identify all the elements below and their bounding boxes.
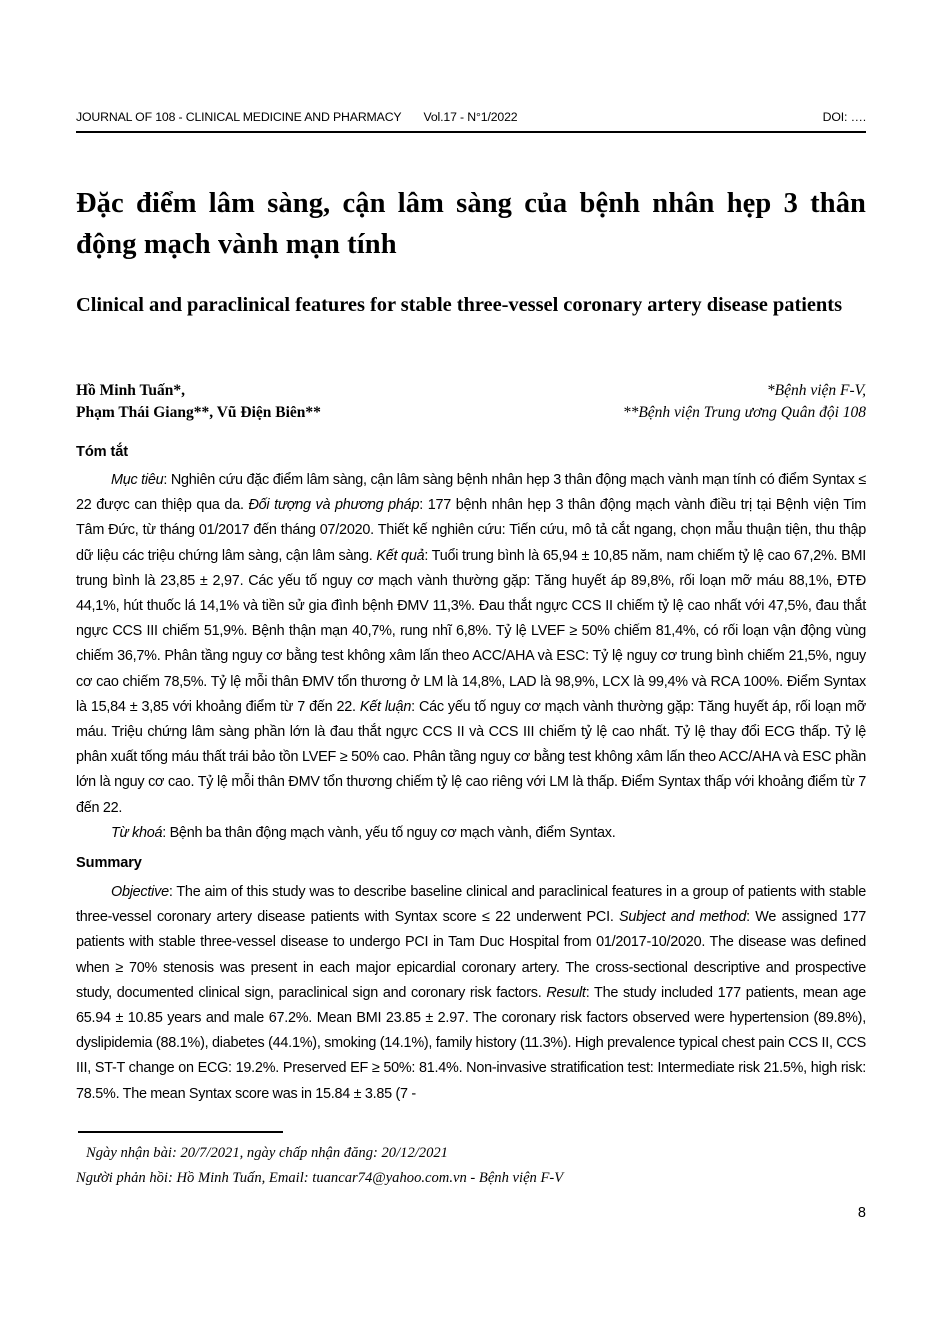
text-ket-luan: : Các yếu tố nguy cơ mạch vành thường gặp: Tăng huyết áp, rối loạn mỡ máu. Triệu chứng lâm sàng phần lớn là đau thắt ngực CCS II và CCS III chiếm tỷ lệ cao nhất. Tỷ lệ thay đổi ECG thấp. Tỷ lệ phân xuất tống máu thất trái bảo tồn LVEF ≥ 50% cao. Phân tầng nguy cơ bằng test không xâm lấn theo ACC/AHA và ESC phần lớn là nguy cơ cao. Tỷ lệ mỗi thân ĐMV tổn thương chiếm tỷ lệ cao riêng với LM là thấp. Điểm Syntax thấp với khoảng điểm từ 7 đến 22. — [76, 698, 867, 816]
author-affiliation-block — [76, 380, 866, 424]
abstract-english-body — [76, 880, 866, 1107]
section-heading-summary: Summary — [76, 855, 142, 871]
running-head-left — [76, 110, 517, 124]
header-divider — [76, 131, 866, 133]
author-list — [76, 380, 321, 424]
footnote-block — [76, 1141, 866, 1191]
page-number: 8 — [857, 1205, 866, 1221]
abstract-vietnamese-body — [76, 468, 866, 821]
label-result: Result — [546, 984, 586, 1001]
volume-issue: Vol.17 - N°1/2022 — [423, 110, 518, 124]
label-doi-tuong-phuong-phap: Đối tượng và phương pháp — [248, 497, 420, 514]
text-result: : The study included 177 patients, mean age 65.94 ± 10.85 years and male 67.2%. Mean BMI 23.85 ± 2.97. The coronary risk factors observed were hypertension (89.8%), dyslipidemia (88.1%), diabetes (44.1%), smoking (14.1%), family history (11.3%). High prevalence typical chest pain CCS II, CCS III, ST-T change on ECG: 19.2%. Preserved EF ≥ 50%: 81.4%. Non-invasive stratification test: Intermediate risk 21.5%, high risk: 78.5%. The mean Syntax score was in 15.84 ± 3.85 (7 - — [76, 984, 867, 1102]
title-block — [76, 183, 866, 320]
affiliation-list — [623, 380, 866, 424]
affiliation-line-2: **Bệnh viện Trung ương Quân đội 108 — [622, 404, 866, 421]
page-title-english: Clinical and paraclinical features for stable three-vessel coronary artery disease patients — [76, 294, 842, 316]
abstract-vietnamese — [76, 468, 866, 846]
affiliation-line-1: *Bệnh viện F-V, — [766, 382, 866, 399]
text-muc-tieu: : Nghiên cứu đặc điểm lâm sàng, cận lâm sàng bệnh nhân hẹp 3 thân động mạch vành mạn tính có điểm Syntax ≤ 22 được can thiệp qua da. — [76, 472, 866, 514]
page-title-vietnamese: Đặc điểm lâm sàng, cận lâm sàng của bệnh nhân hẹp 3 thân động mạch vành mạn tính — [76, 188, 866, 260]
text-doi-tuong-phuong-phap: : 177 bệnh nhân hẹp 3 thân động mạch vành điều trị tại Bệnh viện Tim Tâm Đức, từ tháng 01/2017 đến tháng 07/2020. Thiết kế nghiên cứu: Tiến cứu, mô tả cắt ngang, chọn mẫu thuận tiện, thu thập dữ liệu các triệu chứng lâm sàng, cận lâm sàng. — [76, 497, 866, 564]
text-objective: : The aim of this study was to describe baseline clinical and paraclinical features in a group of patients with stable three-vessel coronary artery disease patients with Syntax score ≤ 22 underwent PCI. — [76, 884, 866, 926]
author-line-2: Phạm Thái Giang**, Vũ Điện Biên** — [76, 404, 321, 421]
text-subject-and-method: : We assigned 177 patients with stable three-vessel disease to undergo PCI in Tam Duc Hospital from 01/2017-10/2020. The disease was defined when ≥ 70% stenosis was present in each major epicardial coronary artery. The cross-sectional descriptive and prospective study, documented clinical sign, paraclinical sign and coronary risk factors. — [76, 909, 866, 1001]
doi-label: DOI: …. — [822, 110, 866, 124]
label-muc-tieu: Mục tiêu — [111, 472, 164, 488]
text-tu-khoa: : Bệnh ba thân động mạch vành, yếu tố nguy cơ mạch vành, điểm Syntax. — [162, 824, 616, 841]
footnote-divider — [78, 1131, 283, 1133]
author-line-1: Hồ Minh Tuấn*, — [76, 382, 185, 399]
label-objective: Objective — [111, 884, 169, 900]
footnote-corresponding-author: Người phản hồi: Hồ Minh Tuấn, Email: tuancar74@yahoo.com.vn - Bệnh viện F-V — [76, 1170, 564, 1186]
abstract-english — [76, 880, 866, 1107]
text-ket-qua: : Tuổi trung bình là 65,94 ± 10,85 năm, nam chiếm tỷ lệ cao 67,2%. BMI trung bình là 23,85 ± 2,97. Các yếu tố nguy cơ mạch vành thường gặp: Tăng huyết áp 89,8%, rối loạn mỡ máu 88,1%, ĐTĐ 44,1%, hút thuốc lá 14,1% và tiền sử gia đình bệnh ĐMV 11,3%. Đau thắt ngực CCS II chiếm tỷ lệ cao nhất với 47,5%, đau thắt ngực CCS III chiếm 51,9%. Bệnh thận mạn 40,7%, rung nhĩ 6,8%. Tỷ lệ LVEF ≥ 50% chiếm 81,4%, có rối loạn vận động vùng chiếm 36,7%. Phân tầng nguy cơ bằng test không xâm lấn theo ACC/AHA và ESC: Tỷ lệ nguy cơ trung bình chiếm 21,5%, nguy cơ cao chiếm 78,5%. Tỷ lệ mỗi thân ĐMV tổn thương ở LM là 14,8%, LAD là 98,9%, LCX là 99,4% và RCA 100%. Điểm Syntax là 15,84 ± 3,85 với khoảng điểm từ 7 đến 22. — [76, 547, 866, 715]
label-tu-khoa: Từ khoá — [111, 824, 163, 841]
section-heading-tom-tat: Tóm tắt — [76, 444, 128, 460]
label-ket-qua: Kết quả — [376, 547, 425, 564]
journal-name: JOURNAL OF 108 - CLINICAL MEDICINE AND PHARMACY — [76, 110, 402, 124]
footnote-received-date: Ngày nhận bài: 20/7/2021, ngày chấp nhận đăng: 20/12/2021 — [86, 1145, 448, 1161]
label-ket-luan: Kết luận — [359, 698, 412, 715]
running-head — [76, 110, 866, 124]
label-subject-and-method: Subject and method — [619, 909, 747, 926]
keywords-vietnamese — [76, 821, 866, 846]
